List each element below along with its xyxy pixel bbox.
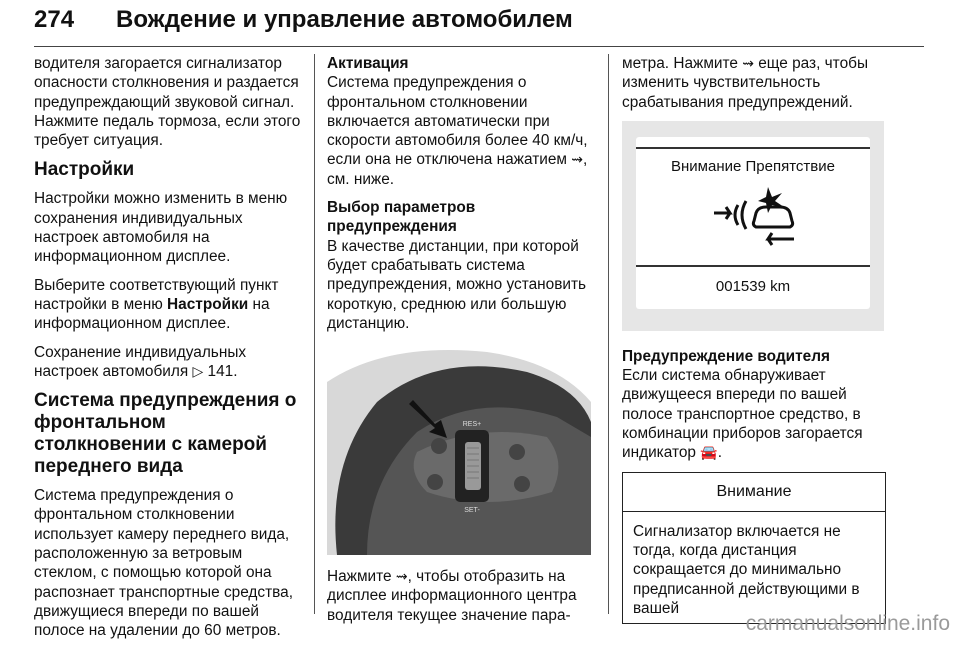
odometer-reading: 001539 km (715, 277, 791, 295)
heading-system: Система предупреждения о фронтальном столкновении с камерой переднего вида (34, 390, 297, 478)
paragraph (34, 343, 302, 382)
text: на информационном дисплее. (34, 295, 270, 333)
res-label: RES+ (462, 421, 482, 429)
collision-warning-icon (708, 183, 802, 251)
text: Система предупреждения о фронтальном столкновении включается автоматически при скорости автомобиля более 40 км/ч, если она не отключена нажатием (327, 74, 588, 169)
fcw-button-icon: ⇝ (742, 55, 754, 71)
paragraph: Система предупреждения о фронтальном столкновении использует камеру переднего вида, расположенную за ветровым стеклом, с помощью которой она распознает транспортные средства, движущиеся впереди по вашей полосе на удалении до 60 метров. (34, 487, 293, 640)
paragraph: водителя загорается сигнализатор опасности столкновения и раздается предупреждающий звуковой сигнал. Нажмите педаль тормоза, если этого требует ситуация. (34, 55, 301, 150)
text: , см. ниже. (327, 151, 588, 188)
set-label: SET- (464, 507, 480, 515)
display-screen (636, 137, 870, 309)
display-rule (636, 147, 870, 149)
column-middle (327, 54, 597, 634)
column-divider (608, 54, 609, 614)
reference-triangle-icon: ▷ (192, 362, 204, 379)
heading-settings: Настройки (34, 159, 135, 181)
caution-text: Сигнализатор включается не тогда, когда дистанция сокращается до минимально предписанной действующими в вашей (633, 522, 860, 617)
page-title: Вождение и управление автомобилем (116, 6, 573, 33)
heading-parameters: Выбор параметров предупреждения (327, 199, 476, 236)
page-header (34, 4, 924, 42)
vehicle-ahead-icon: 🚘 (700, 444, 718, 461)
text: Сохранение индивидуальных настроек автомобиля (34, 343, 247, 380)
paragraph (622, 54, 886, 112)
column-right (622, 54, 886, 624)
watermark: carmanualsonline.info (745, 612, 950, 635)
fcw-button-icon: ⇝ (571, 151, 583, 168)
menu-name: Настройки (167, 295, 249, 313)
column-divider (314, 54, 315, 614)
paragraph (34, 276, 302, 334)
display-rule (636, 265, 870, 267)
display-caption: Внимание Препятствие (671, 157, 835, 175)
paragraph (327, 567, 597, 625)
page-number: 274 (34, 6, 75, 33)
text: , чтобы отобразить на дисплее информационного центра водителя текущее значение пара- (327, 568, 577, 624)
caution-title: Внимание (623, 473, 885, 512)
fcw-button-icon: ⇝ (395, 568, 408, 585)
page-reference: 141. (203, 362, 238, 380)
column-left (34, 54, 302, 650)
header-rule (34, 46, 924, 47)
paragraph: Если система обнаруживает движущееся впереди по вашей полосе транспортное средство, в комбинации приборов загорается индикатор 🚘. (622, 367, 863, 462)
steering-wheel-illustration (327, 342, 591, 555)
text: Выберите соответствующий пункт настройки в меню (34, 276, 279, 313)
paragraph: Настройки можно изменить в меню сохранения индивидуальных настроек автомобиля на информационном дисплее. (34, 190, 288, 266)
text: метра. Нажмите (622, 55, 743, 72)
paragraph (327, 73, 597, 189)
heading-driver-warning: Предупреждение водителя (622, 347, 830, 365)
text: Если система обнаруживает движущееся впереди по вашей полосе транспортное средство, в комбинации приборов загорается индикатор (622, 367, 863, 462)
text: Нажмите (327, 568, 396, 586)
text: еще раз, чтобы изменить чувствительность срабатывания предупреждений. (622, 55, 868, 111)
paragraph: В качестве дистанции, при которой будет срабатывать система предупреждения, можно установить короткую, среднюю или большую дистанцию. (327, 237, 587, 332)
heading-activation: Активация (327, 55, 409, 72)
instrument-display-illustration (622, 121, 884, 331)
caution-box (622, 472, 886, 624)
